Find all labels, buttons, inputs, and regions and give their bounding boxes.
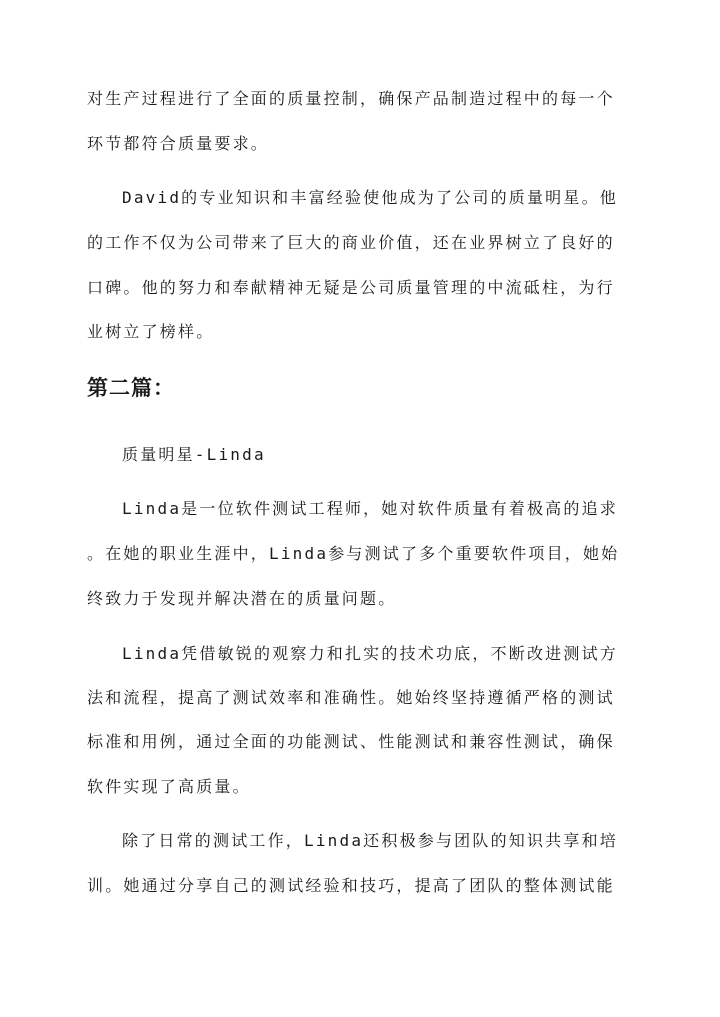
paragraph-line: 软件实现了高质量。: [87, 777, 251, 796]
paragraph-line: 训。她通过分享自己的测试经验和技巧，提高了团队的整体测试能: [87, 876, 615, 895]
paragraph-line: 的工作不仅为公司带来了巨大的商业价值，还在业界树立了良好的: [87, 233, 615, 252]
paragraph-line: Linda是一位软件测试工程师，她对软件质量有着极高的追求: [122, 499, 618, 518]
paragraph-line: Linda凭借敏锐的观察力和扎实的技术功底，不断改进测试方: [122, 644, 618, 663]
section-heading: 第二篇：: [87, 375, 175, 400]
paragraph-line: 对生产过程进行了全面的质量控制，确保产品制造过程中的每一个: [87, 89, 615, 108]
paragraph-line: David的专业知识和丰富经验使他成为了公司的质量明星。他: [122, 188, 618, 207]
paragraph-line: 法和流程，提高了测试效率和准确性。她始终坚持遵循严格的测试: [87, 688, 615, 707]
paragraph-line: 除了日常的测试工作，Linda还积极参与团队的知识共享和培: [122, 831, 618, 850]
paragraph-line: 业树立了榜样。: [87, 322, 215, 341]
paragraph-line: 标准和用例，通过全面的功能测试、性能测试和兼容性测试，确保: [87, 732, 615, 751]
paragraph-line: 。在她的职业生涯中，Linda参与测试了多个重要软件项目，她始: [87, 544, 620, 563]
paragraph-line: 环节都符合质量要求。: [87, 134, 270, 153]
paragraph-line: 终致力于发现并解决潜在的质量问题。: [87, 589, 397, 608]
paragraph-line: 口碑。他的努力和奉献精神无疑是公司质量管理的中流砥柱，为行: [87, 278, 615, 297]
section-subtitle: 质量明星-Linda: [122, 445, 266, 464]
